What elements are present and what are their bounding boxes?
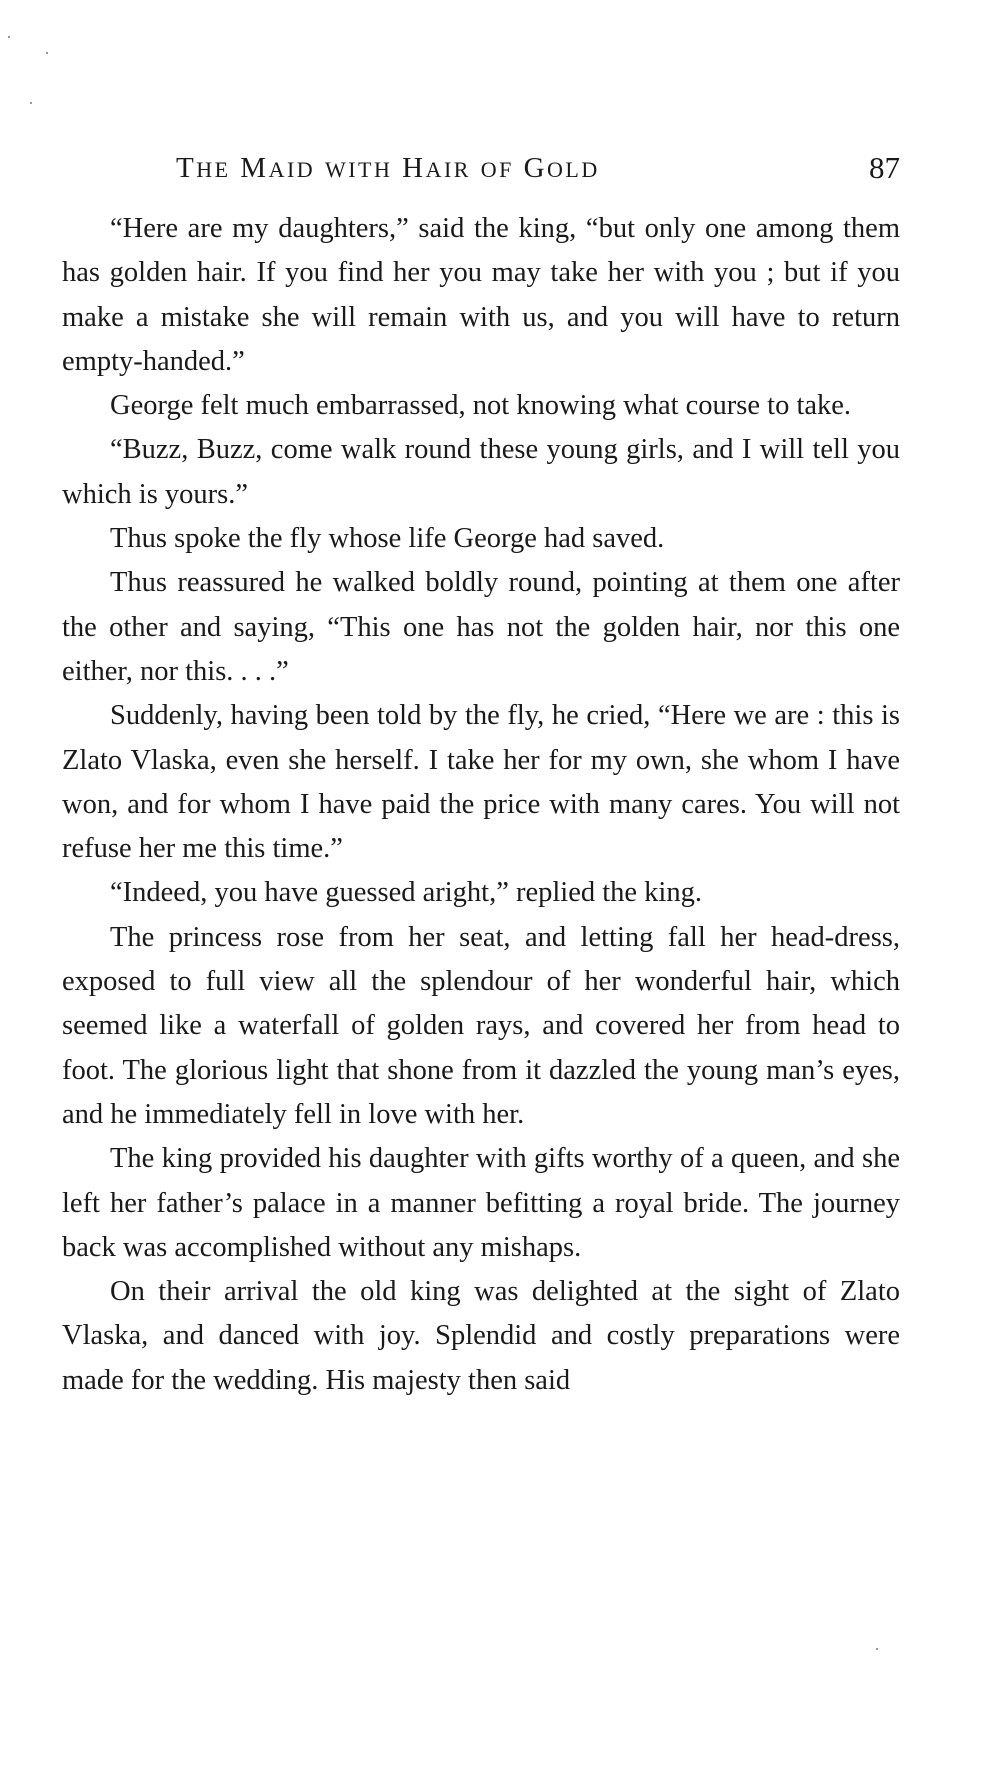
running-title (176, 148, 600, 190)
paragraph: The princess rose from her seat, and letting fall her head-dress, exposed to full view all the splendour of her wonderful hair, which seemed like a waterfall of golden rays, and covered her from head to foot. The glorious light that shone from it dazzled the young man’s eyes, and he immediately fell in love with her. (62, 921, 900, 1130)
paragraph: “Here are my daughters,” said the king, “but only one among them has golden hair. If you find her you may take her with you ; but if you make a mistake she will remain with us, and you will have to return empty-handed.” (62, 213, 900, 377)
title-word: HAIR (402, 152, 471, 184)
scan-speck (30, 102, 32, 104)
scan-speck (8, 36, 10, 38)
paragraph: Thus spoke the fly whose life George had saved. (110, 523, 665, 555)
paragraph: George felt much embarrassed, not knowing what course to take. (110, 390, 852, 422)
paragraph: Suddenly, having been told by the fly, he cried, “Here we are : this is Zlato Vlaska, even she herself. I take her for my own, she whom I have won, and for whom I have paid the price with many cares. You will not refuse her me this time.” (62, 700, 900, 865)
page-number: 87 (869, 150, 900, 185)
page-header (62, 148, 900, 188)
paragraph: Thus reassured he walked boldly round, pointing at them one after the other and saying, “This one has not the golden hair, nor this one either, nor this. . . .” (62, 567, 900, 687)
title-word: MAID (240, 152, 316, 184)
paragraph: “Buzz, Buzz, come walk round these young girls, and I will tell you which is yours.” (62, 434, 900, 510)
title-word: GOLD (523, 152, 600, 184)
title-word: WITH (324, 157, 393, 182)
body-text (62, 207, 900, 1403)
scan-speck (46, 52, 48, 54)
paragraph: The king provided his daughter with gifts worthy of a queen, and she left her father’s palace in a manner befitting a royal bride. The journey back was accomplished without any mishaps. (62, 1143, 900, 1263)
paragraph: On their arrival the old king was delighted at the sight of Zlato Vlaska, and danced with joy. Splendid and costly preparations were made for the wedding. His majesty then said (62, 1276, 900, 1396)
title-word: OF (480, 157, 514, 182)
paragraph: “Indeed, you have guessed aright,” replied the king. (110, 877, 702, 909)
scan-speck (876, 1648, 878, 1650)
title-word: THE (176, 152, 231, 184)
